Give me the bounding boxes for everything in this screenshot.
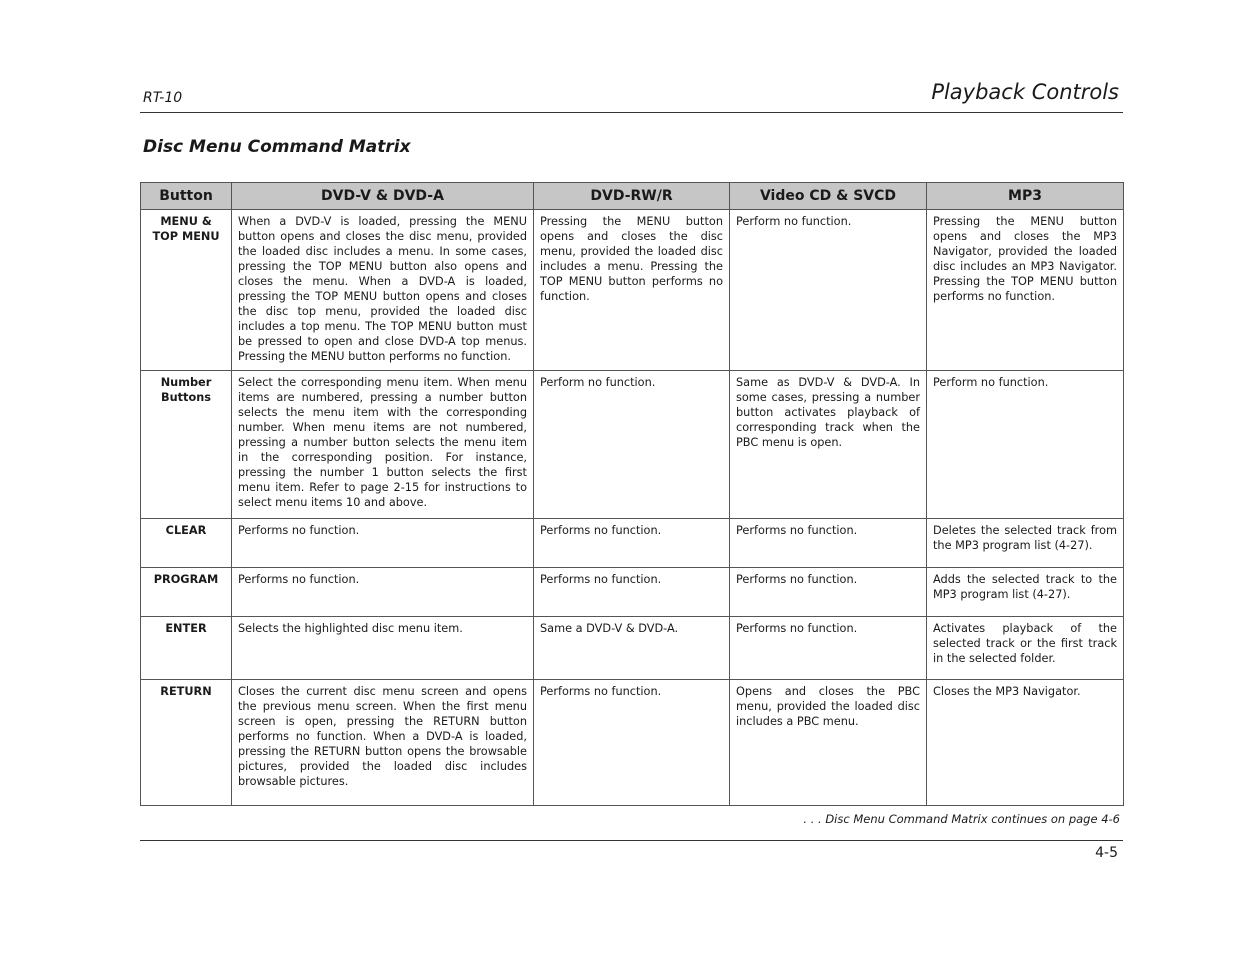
button-cell — [141, 210, 232, 371]
button-cell: RETURN — [141, 680, 232, 806]
disc-menu-command-table — [140, 182, 1124, 806]
video-cd-cell: Performs no function. — [730, 617, 927, 680]
table-row — [141, 371, 1124, 519]
video-cd-cell: Performs no function. — [730, 519, 927, 568]
mp3-cell: Perform no function. — [927, 371, 1124, 519]
table-row — [141, 210, 1124, 371]
mp3-cell: Deletes the selected track from the MP3 program list (4-27). — [927, 519, 1124, 568]
column-header-dvd-rw: DVD-RW/R — [534, 183, 730, 210]
video-cd-cell: Same as DVD-V & DVD-A. In some cases, pressing a number button activates playback of corresponding track when the PBC menu is open. — [730, 371, 927, 519]
button-cell: ENTER — [141, 617, 232, 680]
mp3-cell: Closes the MP3 Navigator. — [927, 680, 1124, 806]
button-cell — [141, 371, 232, 519]
header-model: RT-10 — [143, 90, 183, 106]
dvd-rw-cell: Perform no function. — [534, 371, 730, 519]
column-header-mp3: MP3 — [927, 183, 1124, 210]
button-cell: CLEAR — [141, 519, 232, 568]
column-header-button: Button — [141, 183, 232, 210]
dvd-cell: Performs no function. — [232, 519, 534, 568]
button-label: Number Buttons — [160, 376, 212, 404]
dvd-rw-cell: Same a DVD-V & DVD-A. — [534, 617, 730, 680]
table-row — [141, 680, 1124, 806]
header-chapter-title: Playback Controls — [931, 80, 1119, 104]
video-cd-cell: Perform no function. — [730, 210, 927, 371]
footer-rule — [140, 840, 1123, 841]
table-row — [141, 519, 1124, 568]
dvd-cell: Select the corresponding menu item. When menu items are numbered, pressing a number button selects the menu item with the corresponding number. When menu items are not numbered, pressing a number button selects the menu item in the corresponding position. For instance, pressing the number 1 button selects the first menu item. Refer to page 2-15 for instructions to select menu items 10 and above. — [232, 371, 534, 519]
table-header-row — [141, 183, 1124, 210]
mp3-cell: Adds the selected track to the MP3 program list (4-27). — [927, 568, 1124, 617]
continuation-note: . . . Disc Menu Command Matrix continues on page 4-6 — [803, 812, 1120, 826]
dvd-cell: Performs no function. — [232, 568, 534, 617]
column-header-video-cd: Video CD & SVCD — [730, 183, 927, 210]
dvd-rw-cell: Performs no function. — [534, 680, 730, 806]
page-number: 4-5 — [1095, 845, 1118, 861]
dvd-rw-cell: Performs no function. — [534, 568, 730, 617]
table-row — [141, 617, 1124, 680]
dvd-rw-cell: Performs no function. — [534, 519, 730, 568]
dvd-cell: When a DVD-V is loaded, pressing the MENU button opens and closes the disc menu, provided the loaded disc includes a menu. In some cases, pressing the TOP MENU button also opens and closes the menu. When a DVD-A is loaded, pressing the TOP MENU button opens and closes the disc top menu, provided the loaded disc includes a top menu. The TOP MENU button must be pressed to open and close DVD-A top menus. Pressing the MENU button performs no function. — [232, 210, 534, 371]
dvd-rw-cell: Pressing the MENU button opens and closes the disc menu, provided the loaded disc includes a menu. Pressing the TOP MENU button performs no function. — [534, 210, 730, 371]
video-cd-cell: Performs no function. — [730, 568, 927, 617]
mp3-cell: Pressing the MENU button opens and closes the MP3 Navigator, provided the loaded disc includes an MP3 Navigator. Pressing the TOP MENU button performs no function. — [927, 210, 1124, 371]
dvd-cell: Closes the current disc menu screen and opens the previous menu screen. When the first menu screen is open, pressing the RETURN button performs no function. When a DVD-A is loaded, pressing the RETURN button opens the browsable pictures, provided the loaded disc includes browsable pictures. — [232, 680, 534, 806]
mp3-cell: Activates playback of the selected track or the first track in the selected folder. — [927, 617, 1124, 680]
video-cd-cell: Opens and closes the PBC menu, provided the loaded disc includes a PBC menu. — [730, 680, 927, 806]
table-row — [141, 568, 1124, 617]
section-title: Disc Menu Command Matrix — [143, 137, 411, 157]
column-header-dvd: DVD-V & DVD-A — [232, 183, 534, 210]
dvd-cell: Selects the highlighted disc menu item. — [232, 617, 534, 680]
button-label: MENU & TOP MENU — [152, 215, 220, 243]
header-rule — [140, 112, 1123, 113]
button-cell: PROGRAM — [141, 568, 232, 617]
